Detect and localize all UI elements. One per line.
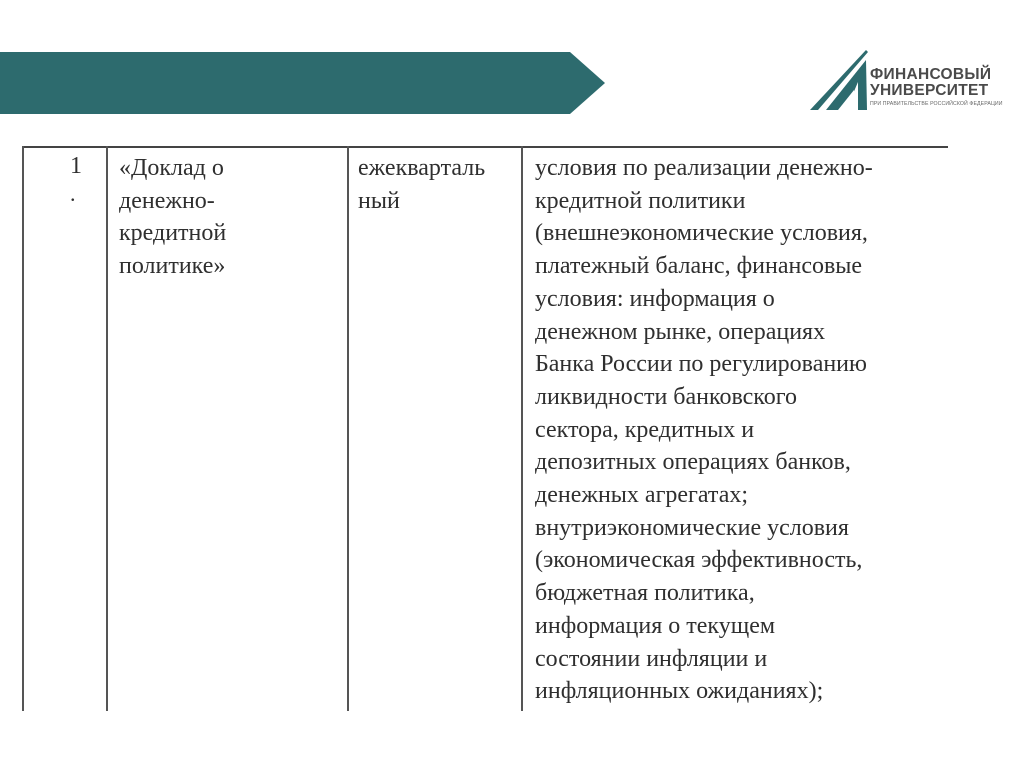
- column-divider-1: [106, 146, 108, 711]
- logo-text-line2: УНИВЕРСИТЕТ: [870, 82, 989, 99]
- logo-text-line3: ПРИ ПРАВИТЕЛЬСТВЕ РОССИЙСКОЙ ФЕДЕРАЦИИ: [870, 101, 1003, 107]
- header-banner: [0, 52, 605, 114]
- table-row-number: [70, 152, 110, 208]
- table-cell-period: ежекварталь ный: [358, 155, 486, 214]
- table-top-border: [22, 146, 948, 148]
- table-left-border: [22, 146, 24, 711]
- report-table: [22, 146, 948, 711]
- table-cell-description: условия по реализации денежно- кредитной политики (внешнеэкономические условия, платежный баланс, финансовые условия: информация о денежном рынке, операциях Банка России по регулированию ликвидности банковского сектора, кредитных и депозитных операциях банков, денежных агрегатах; внутриэкономические условия (экономическая эффективность, бюджетная политика, информация о текущем состоянии инфляции и инфляционных ожиданиях);: [535, 155, 873, 705]
- university-logo: [808, 46, 1008, 116]
- banner-arrow-shape: [0, 52, 605, 114]
- logo-text-line1: ФИНАНСОВЫЙ: [870, 66, 992, 83]
- column-divider-3: [521, 146, 523, 711]
- row-number: 1: [70, 153, 82, 179]
- logo-mark-icon: [808, 46, 870, 116]
- row-number-suffix: .: [70, 181, 76, 206]
- table-cell-title: «Доклад о денежно- кредитной политике»: [119, 155, 227, 280]
